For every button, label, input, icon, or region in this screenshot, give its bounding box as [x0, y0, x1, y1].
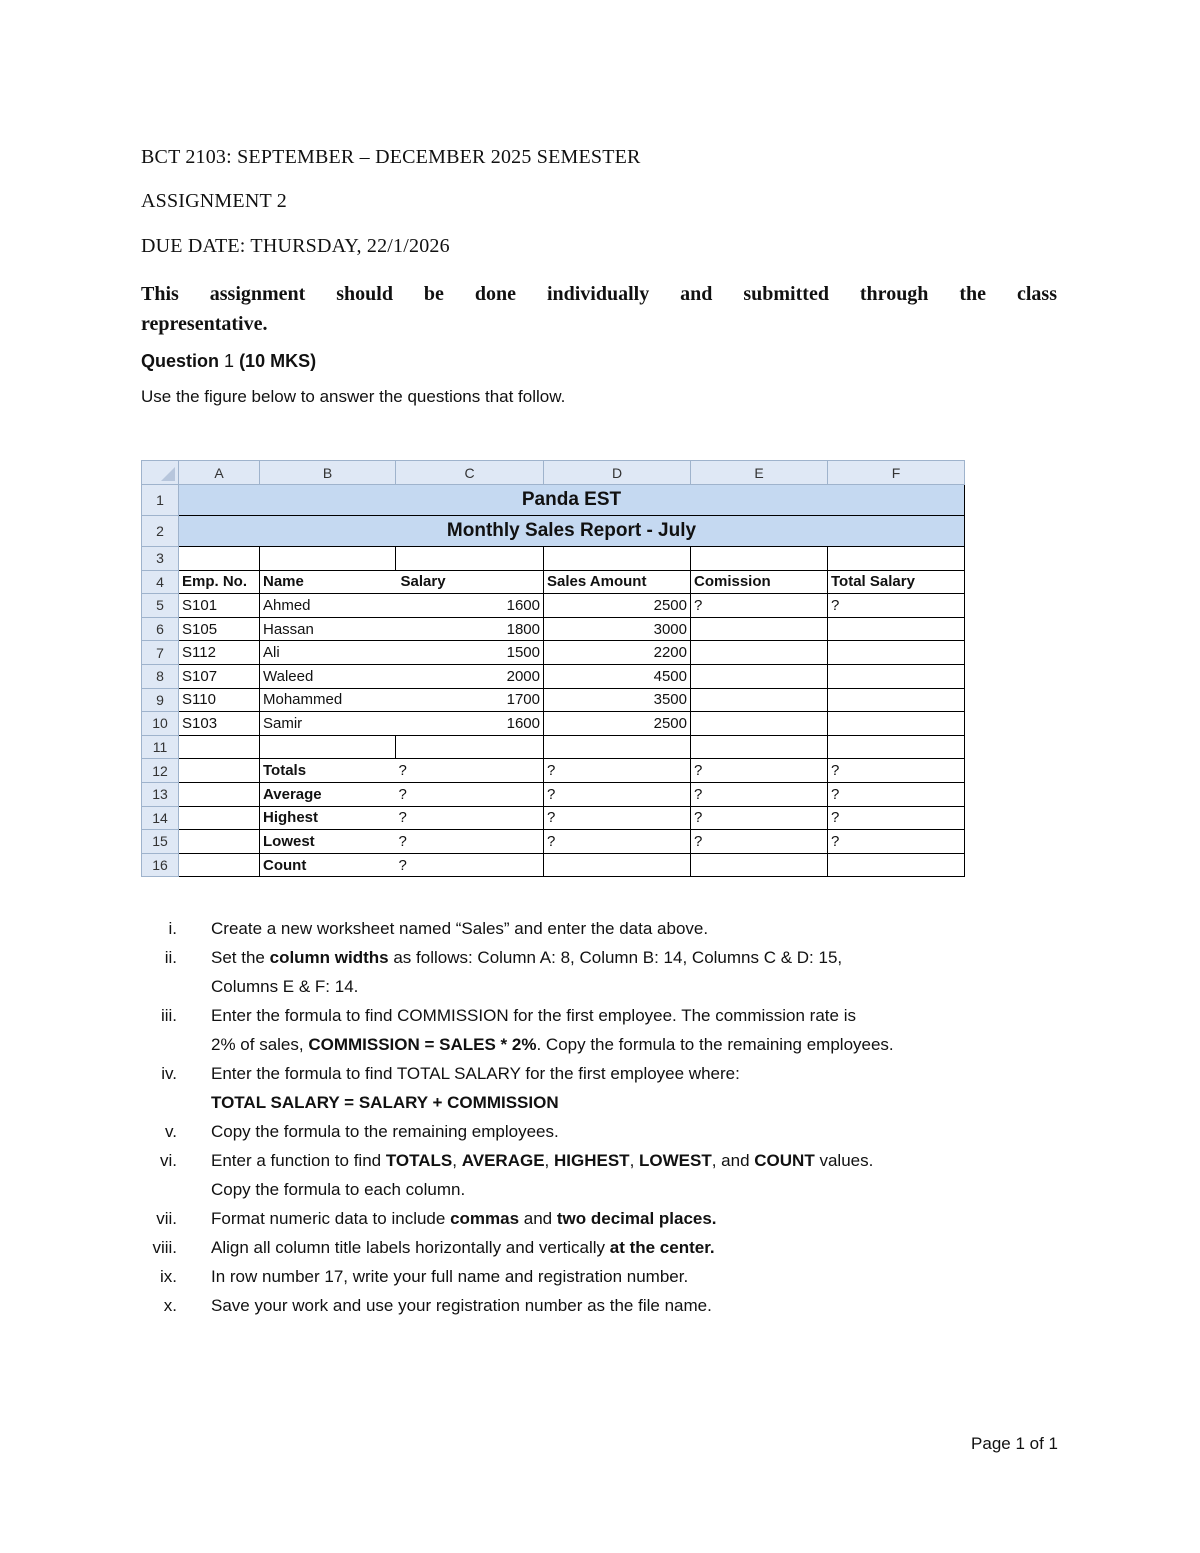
salary-cell: 1500 [396, 641, 544, 665]
task-emphasis: TOTAL SALARY = SALARY + COMMISSION [211, 1093, 559, 1112]
total-salary-cell [828, 664, 965, 688]
summary-row [142, 806, 965, 830]
task-emphasis: at the center. [609, 1238, 715, 1257]
task-text [211, 1122, 559, 1141]
task-text-part: Columns E & F: 14. [211, 977, 359, 996]
sales-cell: 3000 [544, 617, 691, 641]
cell [179, 830, 260, 854]
question-label: Question [141, 351, 220, 371]
cell [179, 759, 260, 783]
question-marks: (10 MKS) [239, 351, 317, 371]
task-number: x. [163, 1296, 177, 1315]
row-number: 6 [142, 617, 179, 641]
assignment-instructions [141, 279, 1057, 339]
sheet-row [142, 547, 965, 571]
salary-cell: 1800 [396, 617, 544, 641]
emp-no-cell: S103 [179, 712, 260, 736]
header-salary: Salary [396, 570, 544, 594]
sheet-row [142, 516, 965, 547]
summary-commission-cell: ? [691, 759, 828, 783]
summary-total-cell: ? [828, 830, 965, 854]
summary-total-cell: ? [828, 782, 965, 806]
summary-label: Highest [260, 806, 396, 830]
employee-row [142, 594, 965, 618]
summary-total-cell: ? [828, 759, 965, 783]
task-text [211, 1064, 740, 1112]
task-number: vi. [160, 1151, 177, 1170]
total-salary-cell: ? [828, 594, 965, 618]
summary-salary-cell: ? [396, 759, 544, 783]
task-text-part: values. [814, 1151, 874, 1170]
header-total-salary: Total Salary [828, 570, 965, 594]
select-all-corner [142, 461, 179, 485]
total-salary-cell [828, 641, 965, 665]
cell [691, 735, 828, 759]
emp-no-cell: S101 [179, 594, 260, 618]
cell [179, 853, 260, 877]
task-text [211, 1209, 717, 1228]
task-text-part: , [452, 1151, 462, 1170]
task-number: i. [168, 919, 177, 938]
sales-cell: 2200 [544, 641, 691, 665]
question-heading [141, 351, 316, 372]
emp-no-cell: S107 [179, 664, 260, 688]
task-number: vii. [156, 1209, 177, 1228]
task-text [211, 1151, 873, 1199]
column-header-b: B [260, 461, 396, 485]
task-text-part: , [544, 1151, 554, 1170]
sales-cell: 4500 [544, 664, 691, 688]
sheet-subtitle: Monthly Sales Report - July [179, 516, 965, 547]
employee-rows [142, 594, 965, 736]
cell [396, 735, 544, 759]
commission-cell [691, 617, 828, 641]
task-text [211, 948, 842, 996]
header-commission: Comission [691, 570, 828, 594]
page-number: Page 1 of 1 [971, 1434, 1058, 1453]
total-salary-cell [828, 688, 965, 712]
task-emphasis: HIGHEST [554, 1151, 630, 1170]
row-number: 12 [142, 759, 179, 783]
row-number: 5 [142, 594, 179, 618]
name-cell: Mohammed [260, 688, 396, 712]
summary-salary-cell: ? [396, 806, 544, 830]
task-number: iv. [161, 1064, 177, 1083]
course-title: BCT 2103: SEPTEMBER – DECEMBER 2025 SEMESTER [141, 146, 641, 168]
row-number: 8 [142, 664, 179, 688]
column-header-f: F [828, 461, 965, 485]
task-item [141, 1059, 1041, 1117]
name-cell: Hassan [260, 617, 396, 641]
row-number: 16 [142, 853, 179, 877]
summary-row [142, 782, 965, 806]
summary-label: Totals [260, 759, 396, 783]
summary-row [142, 759, 965, 783]
cell [179, 806, 260, 830]
task-number: ii. [164, 948, 177, 967]
commission-cell [691, 688, 828, 712]
column-header-d: D [544, 461, 691, 485]
task-item [141, 1001, 1041, 1059]
sheet-row [142, 735, 965, 759]
summary-commission-cell: ? [691, 830, 828, 854]
task-text-part: . Copy the formula to the remaining employees. [536, 1035, 894, 1054]
emp-no-cell: S105 [179, 617, 260, 641]
task-text-part: In row number 17, write your full name and registration number. [211, 1267, 689, 1286]
cell [691, 547, 828, 571]
row-number: 3 [142, 547, 179, 571]
row-number: 1 [142, 485, 179, 516]
task-text-part: Copy the formula to each column. [211, 1180, 466, 1199]
emp-no-cell: S112 [179, 641, 260, 665]
task-item [141, 1117, 1041, 1146]
commission-cell [691, 664, 828, 688]
task-text-part: Enter the formula to find COMMISSION for the first employee. The commission rate is [211, 1006, 856, 1025]
summary-label: Average [260, 782, 396, 806]
cell [544, 735, 691, 759]
summary-sales-cell [544, 853, 691, 877]
task-text-part: Create a new worksheet named “Sales” and enter the data above. [211, 919, 709, 938]
row-number: 13 [142, 782, 179, 806]
instructions-line-2: representative. [141, 313, 268, 335]
cell [260, 547, 396, 571]
summary-total-cell [828, 853, 965, 877]
task-text [211, 1267, 688, 1286]
task-emphasis: column widths [269, 948, 389, 967]
task-number: viii. [152, 1238, 177, 1257]
summary-label: Count [260, 853, 396, 877]
row-number: 15 [142, 830, 179, 854]
task-emphasis: LOWEST [639, 1151, 712, 1170]
commission-cell [691, 641, 828, 665]
sheet-row [142, 485, 965, 516]
salary-cell: 1700 [396, 688, 544, 712]
task-text-part: Enter the formula to find TOTAL SALARY for the first employee where: [211, 1064, 740, 1083]
task-item [141, 1291, 1041, 1320]
task-text-part: and [519, 1209, 557, 1228]
employee-row [142, 641, 965, 665]
row-number: 4 [142, 570, 179, 594]
row-number: 14 [142, 806, 179, 830]
summary-commission-cell [691, 853, 828, 877]
task-number: ix. [160, 1267, 177, 1286]
column-header-a: A [179, 461, 260, 485]
summary-row [142, 830, 965, 854]
summary-commission-cell: ? [691, 782, 828, 806]
emp-no-cell: S110 [179, 688, 260, 712]
commission-cell: ? [691, 594, 828, 618]
header-sales-amount: Sales Amount [544, 570, 691, 594]
summary-salary-cell: ? [396, 830, 544, 854]
task-item [141, 914, 1041, 943]
name-cell: Waleed [260, 664, 396, 688]
summary-salary-cell: ? [396, 853, 544, 877]
summary-total-cell: ? [828, 806, 965, 830]
question-number: 1 [224, 351, 235, 371]
summary-row [142, 853, 965, 877]
task-item [141, 1146, 1041, 1204]
sales-cell: 3500 [544, 688, 691, 712]
question-intro: Use the figure below to answer the questions that follow. [141, 387, 566, 406]
cell [179, 782, 260, 806]
task-item [141, 1262, 1041, 1291]
summary-rows [142, 759, 965, 877]
instructions-line-1: This assignment should be done individually and submitted through the class [141, 283, 1057, 305]
task-text-part: Copy the formula to the remaining employees. [211, 1122, 559, 1141]
spreadsheet-figure [141, 460, 965, 877]
summary-commission-cell: ? [691, 806, 828, 830]
summary-sales-cell: ? [544, 806, 691, 830]
task-text-part: Enter a function to find [211, 1151, 386, 1170]
cell [260, 735, 396, 759]
summary-salary-cell: ? [396, 782, 544, 806]
cell [828, 735, 965, 759]
total-salary-cell [828, 617, 965, 641]
task-text-part: Set the [211, 948, 270, 967]
task-item [141, 1233, 1041, 1262]
row-number: 7 [142, 641, 179, 665]
employee-row [142, 688, 965, 712]
cell [179, 547, 260, 571]
summary-sales-cell: ? [544, 830, 691, 854]
summary-label: Lowest [260, 830, 396, 854]
commission-cell [691, 712, 828, 736]
task-emphasis: COMMISSION = SALES * 2% [308, 1035, 537, 1054]
summary-sales-cell: ? [544, 759, 691, 783]
total-salary-cell [828, 712, 965, 736]
task-emphasis: two decimal places. [556, 1209, 717, 1228]
task-text [211, 1238, 715, 1257]
task-text-part: Save your work and use your registration number as the file name. [211, 1296, 712, 1315]
sales-cell: 2500 [544, 594, 691, 618]
task-text-part: , and [711, 1151, 755, 1170]
employee-row [142, 617, 965, 641]
task-item [141, 1204, 1041, 1233]
task-text-part: 2% of sales, [211, 1035, 309, 1054]
cell [828, 547, 965, 571]
salary-cell: 2000 [396, 664, 544, 688]
task-emphasis: AVERAGE [461, 1151, 545, 1170]
cell [179, 735, 260, 759]
sheet-title: Panda EST [179, 485, 965, 516]
header-name: Name [260, 570, 396, 594]
row-number: 2 [142, 516, 179, 547]
task-number: v. [165, 1122, 177, 1141]
column-header-row [142, 461, 965, 485]
task-text-part: , [629, 1151, 640, 1170]
task-emphasis: TOTALS [385, 1151, 453, 1170]
header-emp-no: Emp. No. [179, 570, 260, 594]
column-header-e: E [691, 461, 828, 485]
row-number: 10 [142, 712, 179, 736]
task-text-part: as follows: Column A: 8, Column B: 14, Columns C & D: 15, [388, 948, 843, 967]
salary-cell: 1600 [396, 594, 544, 618]
sales-cell: 2500 [544, 712, 691, 736]
name-cell: Ahmed [260, 594, 396, 618]
employee-row [142, 664, 965, 688]
cell [544, 547, 691, 571]
summary-sales-cell: ? [544, 782, 691, 806]
task-text [211, 1296, 712, 1315]
header-row [142, 570, 965, 594]
row-number: 11 [142, 735, 179, 759]
due-date: DUE DATE: THURSDAY, 22/1/2026 [141, 235, 450, 257]
task-text [211, 919, 708, 938]
row-number: 9 [142, 688, 179, 712]
column-header-c: C [396, 461, 544, 485]
task-number: iii. [160, 1006, 177, 1025]
name-cell: Ali [260, 641, 396, 665]
salary-cell: 1600 [396, 712, 544, 736]
cell [396, 547, 544, 571]
employee-row [142, 712, 965, 736]
task-text-part: Align all column title labels horizontally and vertically [211, 1238, 610, 1257]
task-text [211, 1006, 894, 1054]
name-cell: Samir [260, 712, 396, 736]
task-item [141, 943, 1041, 1001]
task-text-part: Format numeric data to include [211, 1209, 451, 1228]
task-emphasis: COUNT [754, 1151, 815, 1170]
task-emphasis: commas [450, 1209, 520, 1228]
task-list [141, 914, 1041, 1320]
assignment-title: ASSIGNMENT 2 [141, 190, 287, 212]
